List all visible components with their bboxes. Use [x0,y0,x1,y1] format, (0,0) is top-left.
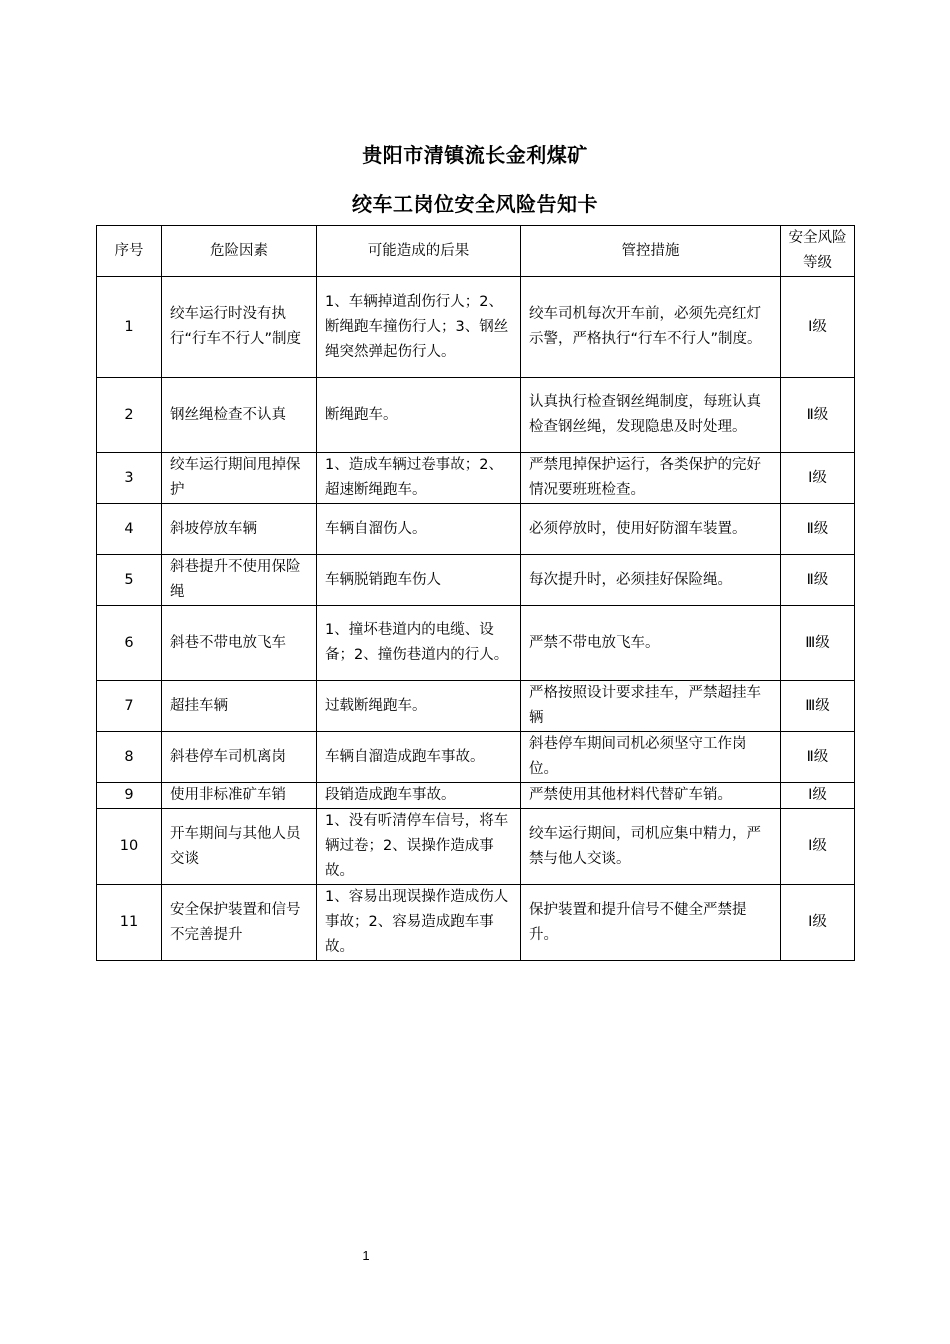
row-consequence: 车辆自溜伤人。 [317,504,521,555]
row-factor: 斜巷提升不使用保险绳 [162,555,317,606]
row-no: 2 [97,378,162,453]
row-consequence: 过载断绳跑车。 [317,681,521,732]
row-measure: 每次提升时，必须挂好保险绳。 [521,555,781,606]
table-row [97,378,855,453]
table-row [97,809,855,885]
table-row [97,885,855,961]
row-no: 1 [97,277,162,378]
row-consequence: 1、容易出现误操作造成伤人事故；2、容易造成跑车事故。 [317,885,521,961]
document-title: 贵阳市清镇流长金利煤矿 [362,143,588,167]
table-row [97,277,855,378]
header-measure: 管控措施 [521,226,781,277]
row-factor: 使用非标准矿车销 [162,783,317,809]
row-factor: 安全保护装置和信号不完善提升 [162,885,317,961]
row-measure: 严禁使用其他材料代替矿车销。 [521,783,781,809]
row-no: 5 [97,555,162,606]
row-factor: 钢丝绳检查不认真 [162,378,317,453]
row-consequence: 断绳跑车。 [317,378,521,453]
row-no: 9 [97,783,162,809]
row-level: Ⅱ级 [781,555,855,606]
row-consequence: 1、造成车辆过卷事故；2、超速断绳跑车。 [317,453,521,504]
header-no: 序号 [97,226,162,277]
row-measure: 必须停放时，使用好防溜车装置。 [521,504,781,555]
row-no: 6 [97,606,162,681]
row-level: Ⅰ级 [781,885,855,961]
table-row [97,555,855,606]
row-level: Ⅱ级 [781,378,855,453]
row-factor: 开车期间与其他人员交谈 [162,809,317,885]
row-level: Ⅲ级 [781,681,855,732]
table-row [97,606,855,681]
row-measure: 严禁不带电放飞车。 [521,606,781,681]
row-no: 7 [97,681,162,732]
risk-table [96,225,855,961]
table-row [97,783,855,809]
row-measure: 保护装置和提升信号不健全严禁提升。 [521,885,781,961]
row-measure: 斜巷停车期间司机必须坚守工作岗位。 [521,732,781,783]
row-consequence: 段销造成跑车事故。 [317,783,521,809]
header-factor: 危险因素 [162,226,317,277]
document-subtitle: 绞车工岗位安全风险告知卡 [352,192,598,216]
row-consequence: 1、撞坏巷道内的电缆、设备；2、撞伤巷道内的行人。 [317,606,521,681]
row-measure: 严禁甩掉保护运行，各类保护的完好情况要班班检查。 [521,453,781,504]
row-factor: 斜巷不带电放飞车 [162,606,317,681]
row-measure: 严格按照设计要求挂车，严禁超挂车辆 [521,681,781,732]
row-no: 11 [97,885,162,961]
page-number: 1 [362,1248,370,1263]
header-consequence: 可能造成的后果 [317,226,521,277]
row-level: Ⅱ级 [781,732,855,783]
row-measure: 绞车运行期间，司机应集中精力，严禁与他人交谈。 [521,809,781,885]
row-level: Ⅰ级 [781,277,855,378]
row-factor: 超挂车辆 [162,681,317,732]
table-header-row [97,226,855,277]
table-row [97,504,855,555]
row-measure: 绞车司机每次开车前，必须先亮红灯示警，严格执行“行车不行人”制度。 [521,277,781,378]
row-factor: 斜坡停放车辆 [162,504,317,555]
header-level: 安全风险等级 [781,226,855,277]
row-no: 3 [97,453,162,504]
row-level: Ⅰ级 [781,783,855,809]
row-factor: 绞车运行时没有执行“行车不行人”制度 [162,277,317,378]
row-consequence: 1、没有听清停车信号，将车辆过卷；2、误操作造成事故。 [317,809,521,885]
row-level: Ⅲ级 [781,606,855,681]
row-measure: 认真执行检查钢丝绳制度，每班认真检查钢丝绳，发现隐患及时处理。 [521,378,781,453]
row-consequence: 车辆脱销跑车伤人 [317,555,521,606]
row-level: Ⅰ级 [781,809,855,885]
table-row [97,681,855,732]
row-factor: 绞车运行期间甩掉保护 [162,453,317,504]
table-row [97,453,855,504]
table-row [97,732,855,783]
row-consequence: 车辆自溜造成跑车事故。 [317,732,521,783]
row-no: 4 [97,504,162,555]
row-level: Ⅱ级 [781,504,855,555]
row-no: 8 [97,732,162,783]
row-consequence: 1、车辆掉道刮伤行人；2、断绳跑车撞伤行人；3、钢丝绳突然弹起伤行人。 [317,277,521,378]
row-factor: 斜巷停车司机离岗 [162,732,317,783]
row-no: 10 [97,809,162,885]
row-level: Ⅰ级 [781,453,855,504]
